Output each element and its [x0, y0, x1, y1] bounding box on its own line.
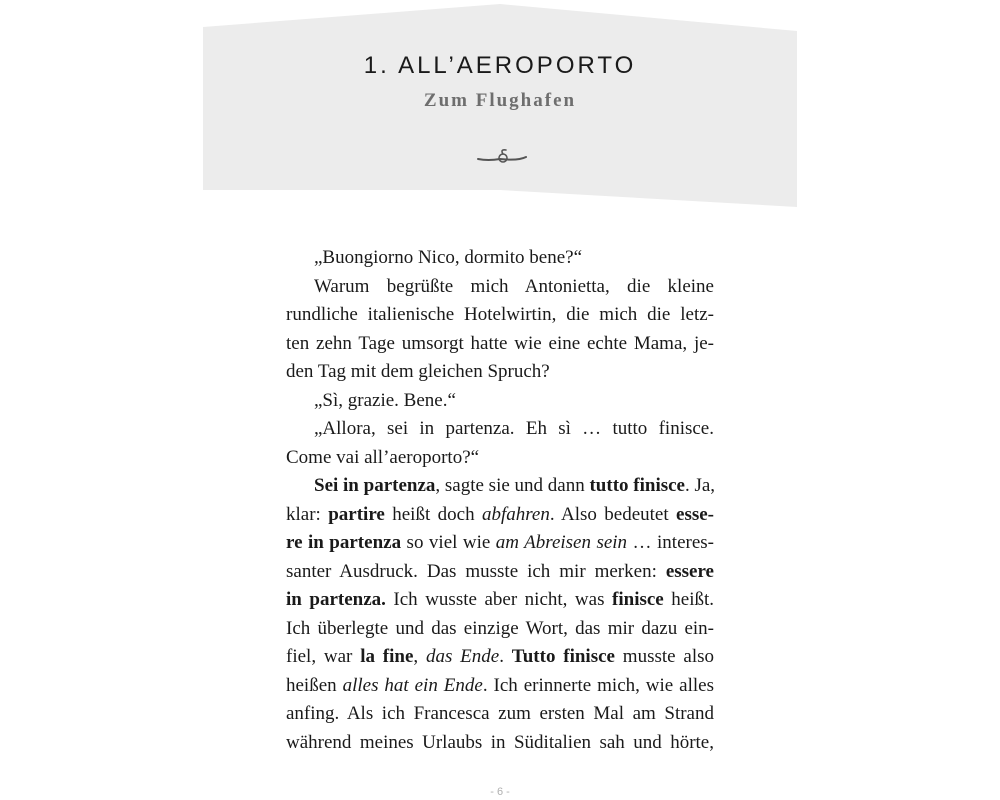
bold-term: la fine	[360, 646, 414, 667]
text-line	[286, 415, 714, 444]
text-run: Warum begrüßte mich Antonietta, die kleine	[314, 275, 714, 297]
text-run: den Tag mit dem gleichen Spruch?	[286, 361, 550, 382]
text-line	[286, 244, 714, 273]
text-line	[286, 615, 714, 644]
page-number: - 6 -	[490, 786, 510, 798]
text-line	[286, 529, 714, 558]
chapter-title: 1. ALL’AEROPORTO	[363, 52, 637, 79]
text-run: „Allora, sei in partenza. Eh sì … tutto finisce.	[314, 418, 714, 439]
bold-term: Tutto finisce	[511, 646, 615, 667]
text-run: Ich überlegte und das einzige Wort, das mir dazu ein-	[286, 617, 714, 639]
text-run: „Sì, grazie. Bene.“	[314, 389, 456, 411]
text-run: santer Ausdruck. Das musste ich mir merken:	[286, 560, 666, 582]
text-run: . Ja,	[684, 475, 716, 496]
text-line	[286, 558, 714, 587]
text-line	[286, 672, 714, 701]
text-line	[286, 273, 714, 302]
text-run: . Ich erinnerte mich, wie alles	[482, 674, 714, 696]
italic-term: das Ende	[425, 646, 500, 667]
text-run: musste also	[614, 646, 715, 667]
text-line	[286, 586, 714, 615]
text-line	[286, 700, 714, 729]
text-run: heißt doch	[384, 503, 482, 525]
text-line	[286, 444, 714, 473]
text-line	[286, 501, 714, 530]
text-run: ,	[413, 646, 426, 667]
text-line	[286, 643, 714, 672]
text-run: Ich wusste aber nicht, was	[385, 589, 613, 610]
bold-term: Sei in partenza	[314, 475, 436, 496]
chapter-subtitle: Zum Flughafen	[423, 90, 577, 111]
text-run: so viel wie	[401, 532, 496, 553]
bold-term: essere	[665, 560, 714, 582]
text-run: .	[499, 646, 512, 667]
bold-term: re in partenza	[286, 532, 402, 553]
bold-term: tutto finisce	[589, 475, 685, 496]
body-text	[286, 244, 714, 757]
text-run: ten zehn Tage umsorgt hatte wie eine echte Mama, je-	[286, 332, 714, 354]
bold-term: esse-	[676, 503, 714, 525]
text-line	[286, 729, 714, 758]
text-line	[286, 301, 714, 330]
text-run: . Also bedeutet	[549, 503, 677, 525]
bold-term: finisce	[612, 589, 664, 610]
text-line	[286, 330, 714, 359]
text-run: Come vai all’aeroporto?“	[286, 446, 480, 468]
bold-term: partire	[328, 503, 385, 525]
text-line	[286, 472, 714, 501]
italic-term: am Abreisen sein	[495, 532, 628, 553]
bold-term: in partenza.	[286, 589, 386, 610]
text-run: … interes-	[627, 532, 714, 553]
text-line	[286, 358, 714, 387]
text-run: fiel, war	[286, 646, 361, 667]
text-run: anfing. Als ich Francesca zum ersten Mal am Strand	[286, 703, 714, 724]
italic-term: alles hat ein Ende	[342, 674, 483, 696]
text-run: „Buongiorno Nico, dormito bene?“	[314, 247, 583, 268]
italic-term: abfahren	[481, 503, 550, 525]
text-run: heißt.	[663, 589, 715, 610]
text-run: , sagte sie und dann	[435, 475, 590, 496]
swirl-divider-icon	[470, 148, 530, 175]
text-run: klar:	[286, 503, 329, 525]
text-run: heißen	[286, 674, 343, 696]
text-run: rundliche italienische Hotelwirtin, die mich die letz-	[286, 304, 714, 325]
text-run: während meines Urlaubs in Süditalien sah und hörte,	[286, 731, 714, 753]
text-line	[286, 387, 714, 416]
